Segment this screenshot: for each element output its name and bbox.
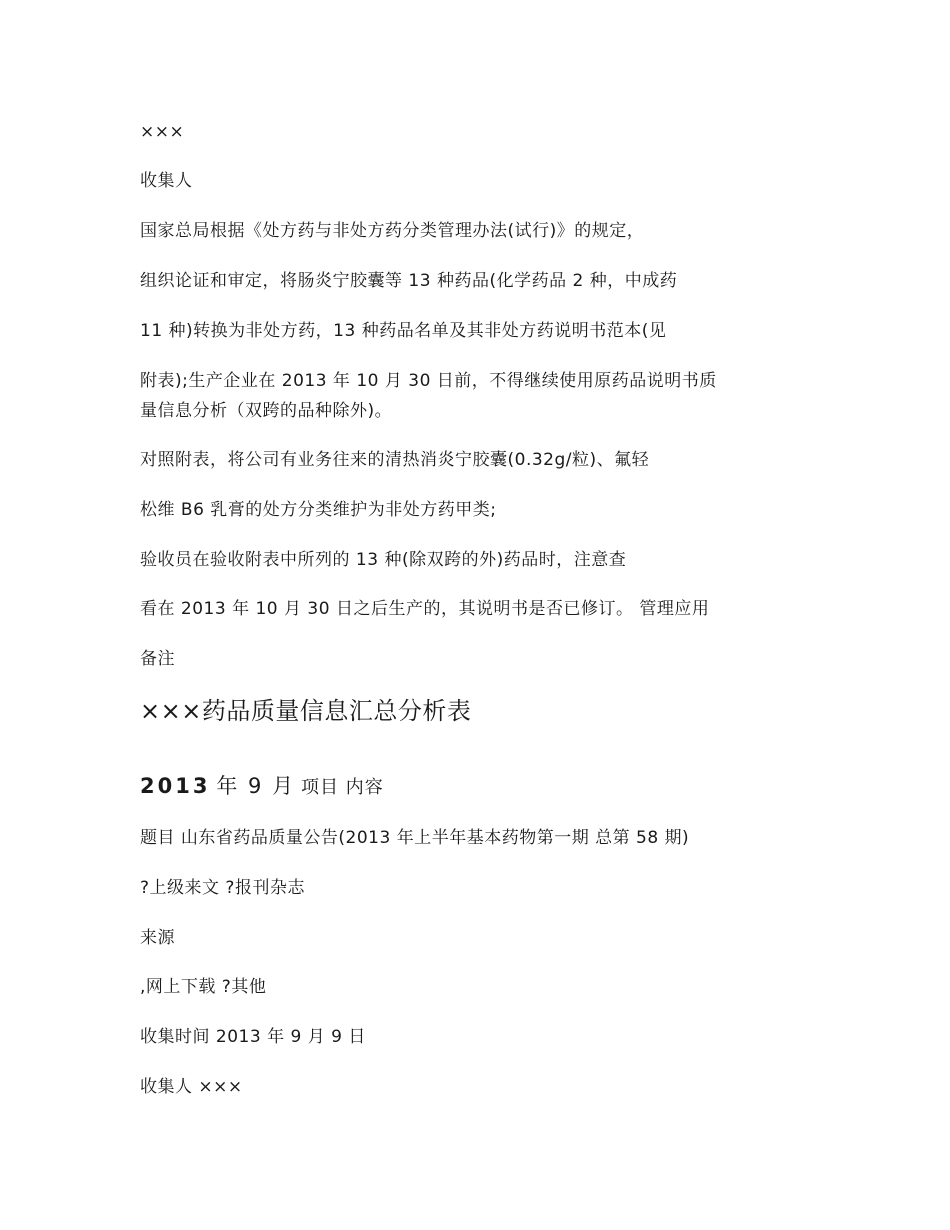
period-year: 2013 [140, 774, 211, 798]
form-row-subject: 题目 山东省药品质量公告(2013 年上半年基本药物第一期 总第 58 期) [140, 828, 690, 848]
form-row-collector: 收集人 ××× [140, 1077, 243, 1097]
collector-label: 收集人 [140, 171, 193, 191]
form-period-row [140, 774, 384, 800]
body-paragraph-line: 松维 B6 乳膏的处方分类维护为非处方药甲类; [140, 500, 497, 520]
body-paragraph-line: 验收员在验收附表中所列的 13 种(除双跨的外)药品时，注意查 [140, 550, 627, 570]
body-paragraph-line: 量信息分析（双跨的品种除外)。 [140, 401, 393, 421]
body-paragraph-line: 组织论证和审定，将肠炎宁胶囊等 13 种药品(化学药品 2 种，中成药 [140, 271, 678, 291]
column-headers: 项目 内容 [300, 777, 384, 798]
form-title: ×××药品质量信息汇总分析表 [140, 697, 472, 725]
form-row-source-options: ?上级来文 ?报刊杂志 [140, 878, 305, 898]
body-paragraph-line: 国家总局根据《处方药与非处方药分类管理办法(试行)》的规定， [140, 221, 645, 241]
form-row-source-options: ,网上下载 ?其他 [140, 977, 267, 997]
remarks-label: 备注 [140, 649, 175, 669]
body-paragraph-line: 看在 2013 年 10 月 30 日之后生产的，其说明书是否已修订。 管理应用 [140, 599, 710, 619]
form-row-collect-time: 收集时间 2013 年 9 月 9 日 [140, 1027, 366, 1047]
body-paragraph-line: 附表);生产企业在 2013 年 10 月 30 日前，不得继续使用原药品说明书质 [140, 371, 717, 391]
collector-name: ××× [140, 122, 185, 142]
body-paragraph-line: 对照附表，将公司有业务往来的清热消炎宁胶囊(0.32g/粒)、氟轻 [140, 450, 650, 470]
form-row-source-label: 来源 [140, 928, 175, 948]
body-paragraph-line: 11 种)转换为非处方药，13 种药品名单及其非处方药说明书范本(见 [140, 321, 667, 341]
period-month: 年 9 月 [216, 774, 296, 798]
